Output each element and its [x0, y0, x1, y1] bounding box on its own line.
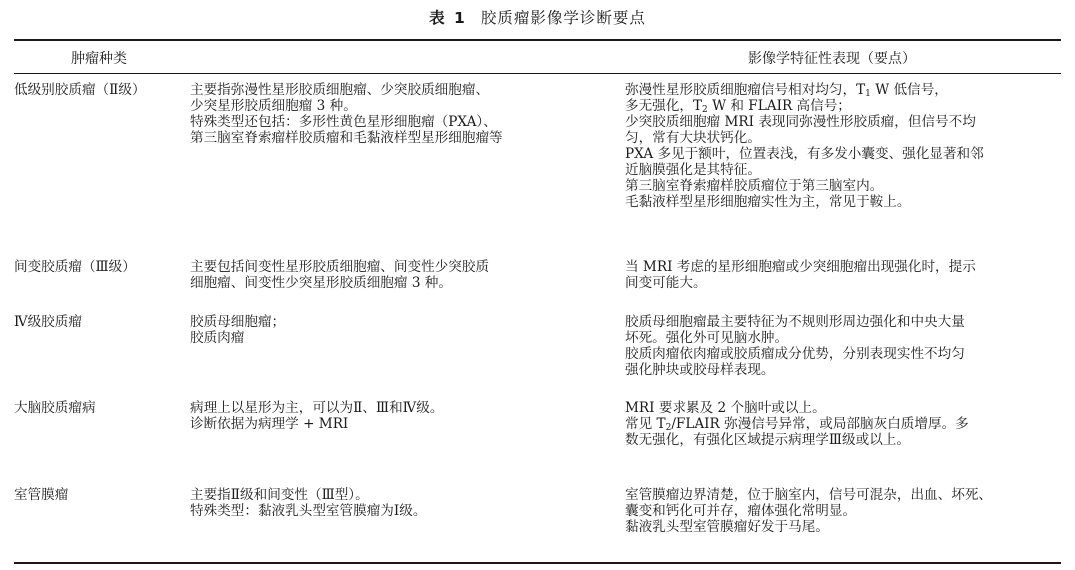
row-1-imaging-line: 毛黏液样型星形细胞瘤实性为主，常见于鞍上。 — [625, 194, 911, 210]
row-3-tumor-type: Ⅳ级胶质瘤 — [14, 314, 82, 330]
row-1-pathology-line: 主要指弥漫性星形胶质细胞瘤、少突胶质细胞瘤、 — [190, 82, 490, 98]
row-4-imaging-line: 常见 $T_2$/FLAIR 弥漫信号异常，或局部脑灰白质增厚。多 — [625, 416, 969, 433]
row-3-pathology-line: 胶质肉瘤 — [190, 330, 245, 346]
row-5-imaging-line: 室管膜瘤边界清楚，位于脑室内，信号可混杂，出血、坏死、 — [625, 487, 993, 503]
row-4-pathology — [190, 400, 443, 432]
row-1-imaging-line: 第三脑室脊索瘤样胶质瘤位于第三脑室内。 — [625, 178, 884, 194]
row-3-imaging — [625, 314, 965, 378]
row-2-pathology-line: 细胞瘤、间变性少突星形胶质细胞瘤 3 种。 — [190, 275, 452, 291]
row-1-pathology — [190, 82, 503, 146]
row-1-imaging-line: 弥漫性星形胶质细胞瘤信号相对均匀，$T_1$ W 低信号， — [625, 82, 948, 99]
row-4-imaging — [625, 400, 969, 448]
subscript: 2 — [665, 423, 672, 433]
row-1-imaging-line: PXA 多见于额叶，位置表浅，有多发小囊变、强化显著和邻 — [625, 146, 984, 162]
bottom-rule — [14, 562, 1061, 564]
row-4-pathology-line: 诊断依据为病理学 + MRI — [190, 416, 349, 432]
row-1-imaging-line: 匀，常有大块状钙化。 — [625, 130, 761, 146]
row-5-imaging-line: 黏液乳头型室管膜瘤好发于马尾。 — [625, 519, 829, 535]
row-5-pathology-line: 主要指Ⅱ级和间变性（Ⅲ型）。 — [190, 487, 369, 503]
row-4-imaging-line: MRI 要求累及 2 个脑叶或以上。 — [625, 400, 826, 416]
row-2-pathology — [190, 259, 489, 291]
row-3-imaging-line: 坏死。强化外可见脑水肿。 — [625, 330, 789, 346]
subscript: 1 — [865, 89, 871, 99]
row-3-imaging-line: 胶质母细胞瘤最主要特征为不规则形周边强化和中央大量 — [625, 314, 965, 330]
row-5-imaging-line: 囊变和钙化可并存，瘤体强化常明显。 — [625, 503, 857, 519]
row-5-imaging — [625, 487, 992, 535]
row-3-pathology-line: 胶质母细胞瘤； — [190, 314, 286, 330]
row-1-pathology-line: 特殊类型还包括：多形性黄色星形细胞瘤（PXA）、 — [190, 114, 497, 130]
row-5-pathology — [190, 487, 426, 519]
row-4-imaging-line: 数无强化，有强化区域提示病理学Ⅲ级或以上。 — [625, 432, 910, 448]
table-caption — [0, 6, 1075, 28]
row-2-imaging — [625, 259, 976, 291]
row-1-pathology-line: 第三脑室脊索瘤样胶质瘤和毛黏液样型星形细胞瘤等 — [190, 130, 503, 146]
row-3-pathology — [190, 314, 285, 346]
row-1-tumor-type: 低级别胶质瘤（Ⅱ级） — [14, 82, 146, 98]
row-4-tumor-type: 大脑胶质瘤病 — [14, 400, 96, 416]
row-1-imaging-line: 近脑膜强化是其特征。 — [625, 162, 761, 178]
row-1-imaging-line: 少突胶质细胞瘤 MRI 表现同弥漫性形胶质瘤，但信号不均 — [625, 114, 976, 130]
subscript: 2 — [702, 105, 708, 115]
row-2-imaging-line: 间变可能大。 — [625, 275, 707, 291]
header-rule — [14, 73, 1061, 74]
row-1-imaging-line: 多无强化，$T_2$ W 和 FLAIR 高信号； — [625, 98, 851, 115]
header-imaging-features: 影像学特征性表现（要点） — [748, 51, 916, 67]
table-number: 表 1 — [429, 9, 467, 27]
row-2-pathology-line: 主要包括间变性星形胶质细胞瘤、间变性少突胶质 — [190, 259, 490, 275]
table-title: 胶质瘤影像学诊断要点 — [480, 9, 646, 27]
row-1-imaging — [625, 82, 984, 210]
header-tumor-type: 肿瘤种类 — [71, 51, 127, 67]
row-1-pathology-line: 少突星形胶质细胞瘤 3 种。 — [190, 98, 357, 114]
row-5-tumor-type: 室管膜瘤 — [14, 487, 69, 503]
row-2-imaging-line: 当 MRI 考虑的星形细胞瘤或少突细胞瘤出现强化时，提示 — [625, 259, 976, 275]
row-3-imaging-line: 强化肿块或胶母样表现。 — [625, 362, 775, 378]
top-rule — [14, 39, 1061, 41]
row-4-pathology-line: 病理上以星形为主，可以为Ⅱ、Ⅲ和Ⅳ级。 — [190, 400, 444, 416]
row-2-tumor-type: 间变胶质瘤（Ⅲ级） — [14, 259, 136, 275]
row-3-imaging-line: 胶质肉瘤依肉瘤或胶质瘤成分优势，分别表现实性不均匀 — [625, 346, 965, 362]
row-5-pathology-line: 特殊类型：黏液乳头型室管膜瘤为Ⅰ级。 — [190, 503, 427, 519]
